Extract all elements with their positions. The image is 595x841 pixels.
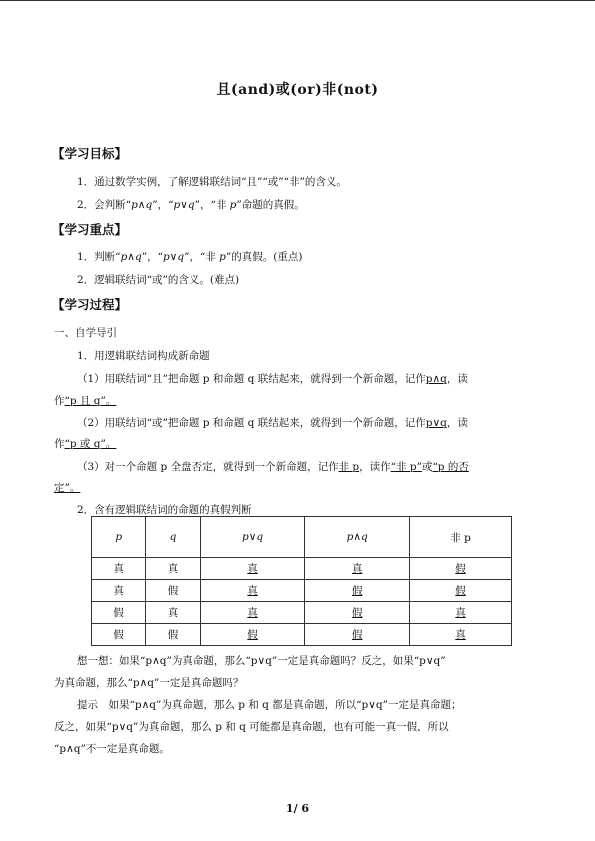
page-title: 且(and)或(or)非(not) [216, 82, 379, 98]
header-rule [0, 0, 595, 1]
sub2-heading: 2．含有逻辑联结词的命题的真假判断 [77, 504, 252, 516]
para3-line1: （3）对一个命题 p 全盘否定，就得到一个新命题，记作非 p，读作“非 p”或“p 的否 [77, 461, 469, 473]
section-key-points-heading: 【学习重点】 [52, 222, 128, 237]
section-process-heading: 【学习过程】 [52, 297, 128, 312]
table-cell: 假 [200, 624, 305, 646]
table-cell: 假 [92, 624, 146, 646]
table-cell: 真 [200, 602, 305, 624]
goal-item-1: 1．通过数学实例，了解逻辑联结词“且”“或”“非”的含义。 [77, 176, 347, 188]
table-cell: 真 [146, 602, 200, 624]
table-row [92, 624, 512, 646]
table-header-cell: p∧q [305, 517, 410, 558]
para3-line2: 定”。 [54, 482, 81, 494]
table-header-cell: p∨q [200, 517, 305, 558]
table-cell: 真 [92, 580, 146, 602]
table-cell: 假 [305, 624, 410, 646]
table-row [92, 602, 512, 624]
table-row [92, 558, 512, 580]
table-cell: 真 [200, 580, 305, 602]
table-cell: 假 [146, 624, 200, 646]
table-header-row [92, 517, 512, 558]
page-number: 1/ 6 [285, 802, 310, 815]
key-point-1: 1．判断“p∧q”，“p∨q”，“非 p”的真假。(重点) [77, 251, 303, 263]
table-cell: 真 [305, 558, 410, 580]
table-cell: 真 [410, 602, 512, 624]
table-header-cell: 非 p [410, 517, 512, 558]
table-cell: 真 [410, 624, 512, 646]
table-cell: 假 [305, 602, 410, 624]
table-cell: 真 [146, 558, 200, 580]
table-cell: 真 [92, 558, 146, 580]
truth-table [91, 516, 512, 646]
hint-line3: “p∧q”不一定是真命题。 [54, 743, 170, 755]
think-line2: 为真命题，那么“p∧q”一定是真命题吗？ [54, 677, 244, 689]
table-cell: 假 [410, 558, 512, 580]
table-cell: 假 [305, 580, 410, 602]
table-header-cell: p [92, 517, 146, 558]
para1-line1: （1）用联结词“且”把命题 p 和命题 q 联结起来，就得到一个新命题，记作p∧q，读 [77, 373, 468, 385]
para2-line2: 作“p 或 q”。 [54, 438, 117, 450]
para1-line2: 作“p 且 q”。 [54, 395, 117, 407]
sub1-heading: 1．用逻辑联结词构成新命题 [77, 350, 210, 362]
goal-item-2: 2．会判断“p∧q”，“p∨q”，“非 p”命题的真假。 [77, 199, 305, 211]
part1-heading: 一、自学导引 [54, 327, 117, 339]
table-cell: 假 [146, 580, 200, 602]
para2-line1: （2）用联结词“或”把命题 p 和命题 q 联结起来，就得到一个新命题，记作p∨q，读 [77, 417, 468, 429]
table-cell: 假 [410, 580, 512, 602]
hint-line2: 反之，如果“p∨q”为真命题，那么 p 和 q 可能都是真命题，也有可能一真一假，所以 [54, 721, 449, 733]
table-cell: 假 [92, 602, 146, 624]
section-goals-heading: 【学习目标】 [52, 146, 128, 161]
hint-line1: 提示 如果“p∧q”为真命题，那么 p 和 q 都是真命题，所以“p∨q”一定是真命题； [77, 699, 462, 711]
table-cell: 真 [200, 558, 305, 580]
think-line1: 想一想：如果“p∧q”为真命题，那么“p∨q”一定是真命题吗？反之，如果“p∨q” [77, 655, 446, 667]
table-header-cell: q [146, 517, 200, 558]
table-row [92, 580, 512, 602]
key-point-2: 2．逻辑联结词“或”的含义。(难点) [77, 274, 240, 286]
